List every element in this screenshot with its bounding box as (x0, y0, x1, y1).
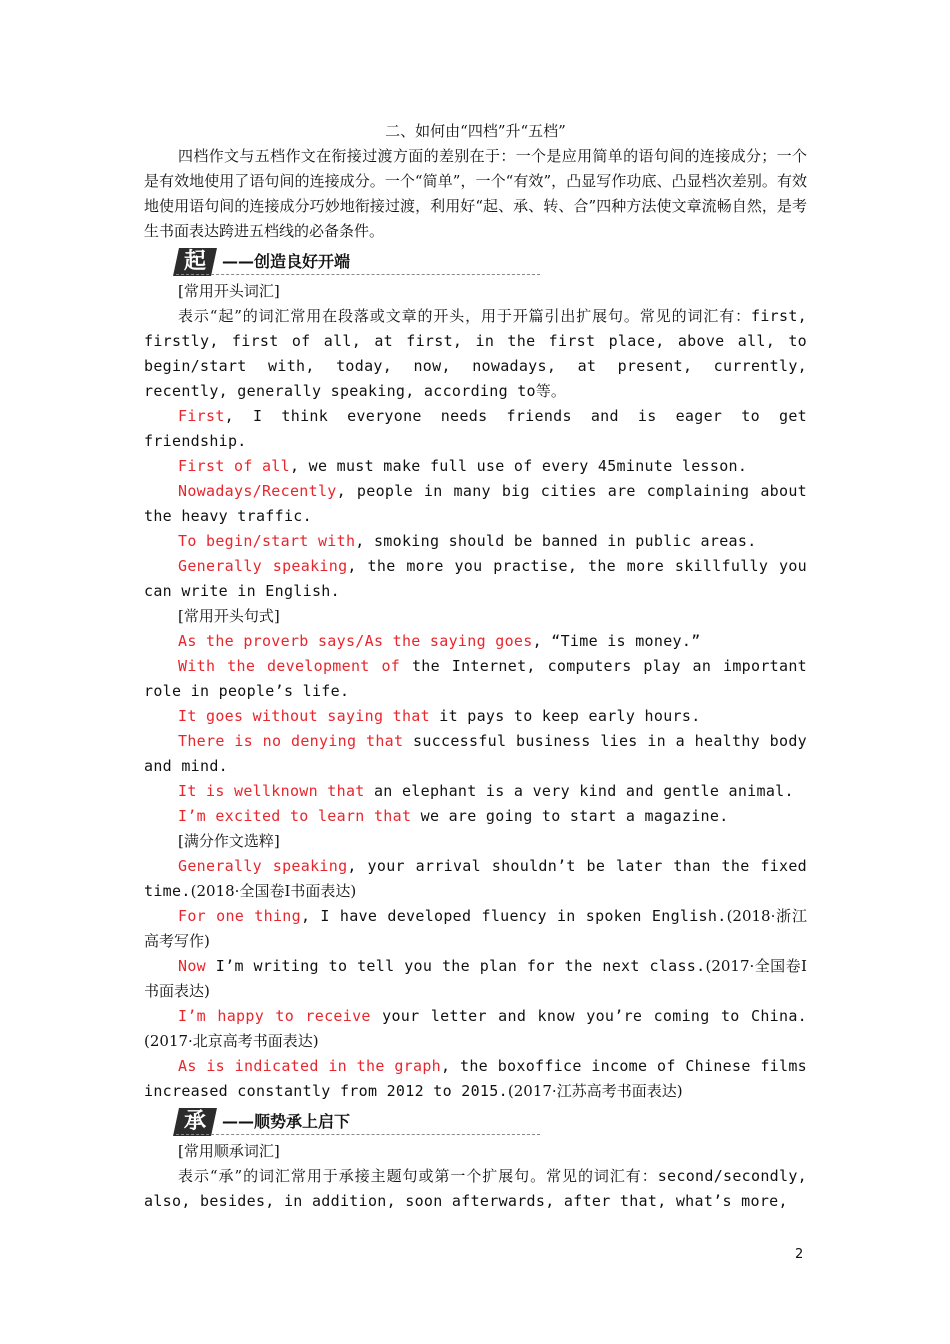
dashed-divider (176, 274, 540, 275)
example-sentence: Generally speaking, the more you practise, the more skillfully you can write in English. (144, 557, 807, 600)
section-heading-qi (176, 245, 807, 279)
example-sentence: Nowadays/Recently, people in many big cities are complaining about the heavy traffic. (144, 482, 807, 525)
vocab-label: [常用开头词汇] (178, 282, 280, 300)
vocab-paragraph: 表示“承”的词汇常用于承接主题句或第一个扩展句。常见的词汇有：second/secondly, also, besides, in addition, soon afterwards, after that, what’s more, (144, 1167, 807, 1210)
intro-paragraph: 四档作文与五档作文在衔接过渡方面的差别在于：一个是应用简单的语句间的连接成分；一个是有效地使用了语句间的连接成分。一个“简单”，一个“有效”，凸显写作功底、凸显档次差别。有效地使用语句间的连接成分巧妙地衔接过渡，利用好“起、承、转、合”四种方法使文章流畅自然，是考生书面表达跨进五档线的必备条件。 (144, 147, 807, 240)
section-heading-cheng (176, 1105, 807, 1139)
page-content (144, 119, 807, 1214)
vocab-label: [常用顺承词汇] (178, 1142, 280, 1160)
example-sentence: With the development of the Internet, computers play an important role in people’s life. (144, 657, 807, 700)
example-sentence: First of all, we must make full use of every 45minute lesson. (178, 457, 748, 475)
vocab-paragraph: 表示“起”的词汇常用在段落或文章的开头，用于开篇引出扩展句。常见的词汇有：first, firstly, first of all, at first, in the first place, above all, to begin/start with, today, now, nowadays, at present, currently, recently, generally speaking, according to等。 (144, 307, 807, 400)
sentence-pattern-label: [常用开头句式] (178, 607, 280, 625)
model-essay-label: [满分作文选粹] (178, 832, 280, 850)
example-sentence: For one thing, I have developed fluency in spoken English.(2018·浙江高考写作) (144, 907, 807, 950)
example-sentence: I’m excited to learn that we are going to start a magazine. (178, 807, 729, 825)
example-sentence: It goes without saying that it pays to keep early hours. (178, 707, 701, 725)
example-sentence: I’m happy to receive your letter and know you’re coming to China.(2017·北京高考书面表达) (144, 1007, 807, 1050)
example-sentence: Generally speaking, your arrival shouldn’t be later than the fixed time.(2018·全国卷Ⅰ书面表达) (144, 857, 807, 900)
example-sentence: As the proverb says/As the saying goes, “Time is money.” (178, 632, 701, 650)
section-heading-text: ——顺势承上启下 (222, 1112, 351, 1131)
section-badge: 承 (173, 1108, 217, 1136)
section-heading-text: ——创造良好开端 (222, 252, 351, 271)
sentence-pattern-examples (144, 629, 807, 829)
model-essay-examples (144, 854, 807, 1104)
example-sentence: Now I’m writing to tell you the plan for the next class.(2017·全国卷Ⅰ书面表达) (144, 957, 807, 1000)
example-sentence: As is indicated in the graph, the boxoffice income of Chinese films increased constantly from 2012 to 2015.(2017·江苏高考书面表达) (144, 1057, 808, 1100)
example-sentence: First, I think everyone needs friends and is eager to get friendship. (144, 407, 807, 450)
page-number: 2 (795, 1247, 804, 1262)
dashed-divider (176, 1134, 540, 1135)
section-badge: 起 (173, 248, 217, 276)
vocab-examples (144, 404, 807, 604)
example-sentence: There is no denying that successful business lies in a healthy body and mind. (144, 732, 807, 775)
example-sentence: It is wellknown that an elephant is a very kind and gentle animal. (178, 782, 794, 800)
section-title: 二、如何由“四档”升“五档” (385, 122, 566, 140)
example-sentence: To begin/start with, smoking should be banned in public areas. (178, 532, 757, 550)
